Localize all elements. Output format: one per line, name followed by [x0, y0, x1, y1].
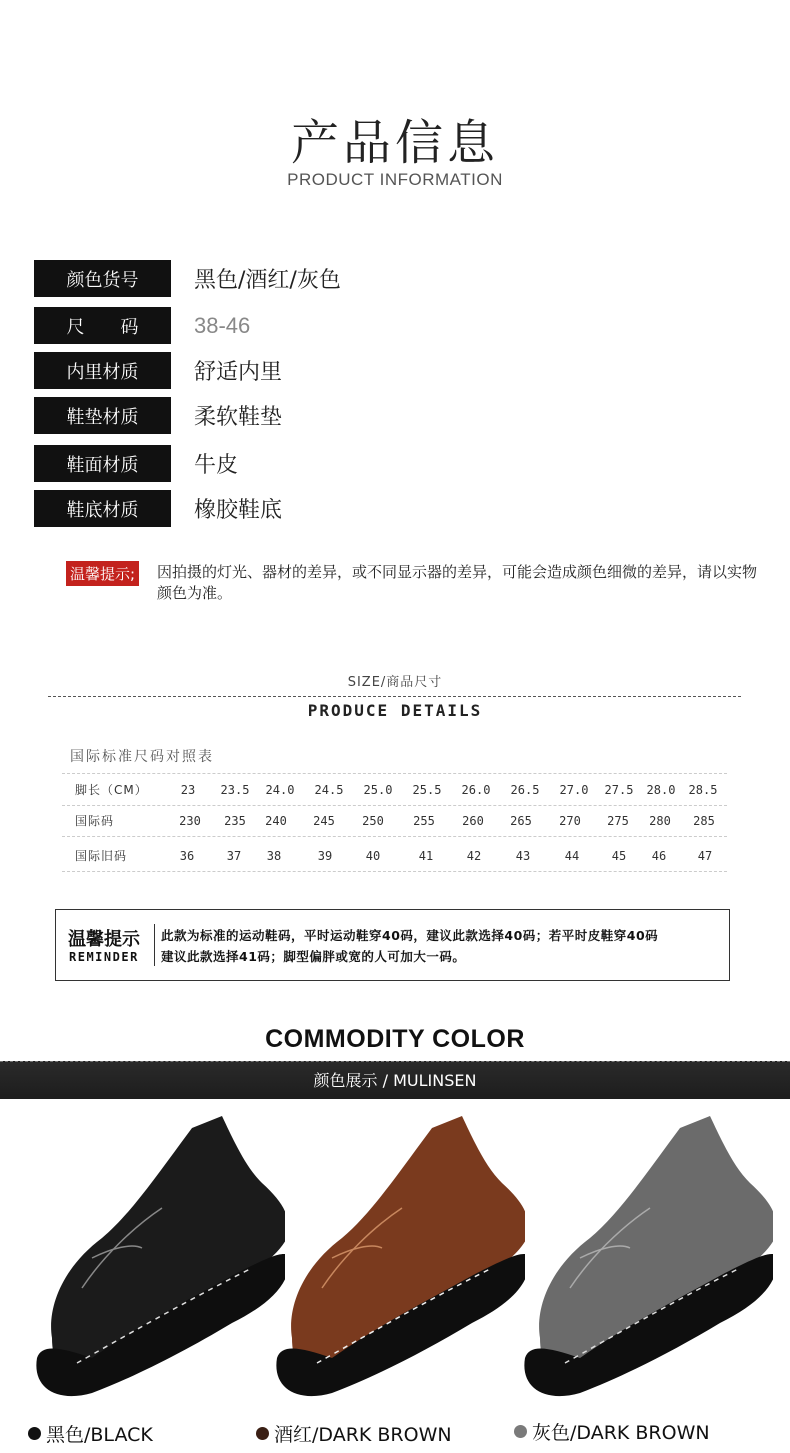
table-cell: 39: [317, 849, 333, 863]
table-cell: 26.5: [510, 783, 540, 797]
color-dot-icon: [514, 1425, 527, 1438]
table-cell: 28.5: [688, 783, 718, 797]
reminder-text: [161, 925, 726, 967]
commodity-color-title: COMMODITY COLOR: [265, 1025, 525, 1053]
page-subtitle: PRODUCT INFORMATION: [287, 170, 503, 189]
table-cell: 24.0: [265, 783, 295, 797]
info-label-upper: 鞋面材质: [34, 445, 171, 482]
size-table-title: 国际标准尺码对照表: [70, 749, 214, 765]
table-cell: 41: [418, 849, 434, 863]
info-value-size: 38-46: [194, 312, 251, 338]
brown-shoe-icon: [262, 1108, 525, 1408]
row-header: 脚长（CM）: [75, 783, 148, 797]
table-cell: 36: [179, 849, 195, 863]
table-cell: 235: [224, 814, 246, 828]
color-caption-gray: [514, 1418, 710, 1445]
black-shoe-icon: [22, 1108, 285, 1408]
table-cell: 37: [226, 849, 242, 863]
table-cell: 43: [515, 849, 531, 863]
row-header: 国际码: [75, 814, 115, 828]
table-cell: 28.0: [646, 783, 676, 797]
table-cell: 25.5: [412, 783, 442, 797]
table-cell: 280: [649, 814, 671, 828]
produce-details-heading: PRODUCE DETAILS: [307, 701, 483, 720]
table-cell: 265: [510, 814, 532, 828]
tip-text: 因拍摄的灯光、器材的差异，或不同显示器的差异，可能会造成颜色细微的差异，请以实物颜色为准。: [157, 563, 758, 602]
table-cell: 44: [564, 849, 580, 863]
info-label-size: 尺 码: [34, 307, 171, 344]
info-value-sole: 橡胶鞋底: [194, 498, 283, 523]
table-cell: 27.5: [604, 783, 634, 797]
table-cell: 47: [697, 849, 713, 863]
color-label: 酒红/DARK BROWN: [274, 1424, 452, 1446]
color-dot-icon: [28, 1427, 41, 1440]
table-cell: 285: [693, 814, 715, 828]
row-header: 国际旧码: [75, 849, 128, 863]
table-cell: 23: [180, 783, 196, 797]
color-label: 黑色/BLACK: [46, 1424, 153, 1446]
info-value-color: 黑色/酒红/灰色: [194, 268, 341, 293]
color-dot-icon: [256, 1427, 269, 1440]
table-top-border: [62, 773, 727, 774]
color-display-bar: 颜色展示 / MULINSEN: [0, 1061, 790, 1099]
table-cell: 250: [362, 814, 384, 828]
size-heading: SIZE/商品尺寸: [347, 675, 443, 690]
table-cell: 260: [462, 814, 484, 828]
gray-shoe-icon: [510, 1108, 773, 1408]
tip-badge: 温馨提示;: [66, 561, 139, 586]
info-value-insole: 柔软鞋垫: [194, 405, 283, 430]
info-label-color: 颜色货号: [34, 260, 171, 297]
info-label-sole: 鞋底材质: [34, 490, 171, 527]
table-cell: 46: [651, 849, 667, 863]
table-cell: 40: [365, 849, 381, 863]
page-title: 产品信息: [290, 115, 499, 171]
dashed-divider: [48, 696, 741, 697]
table-cell: 245: [313, 814, 335, 828]
table-cell: 38: [266, 849, 282, 863]
color-label: 灰色/DARK BROWN: [532, 1422, 710, 1444]
table-cell: 270: [559, 814, 581, 828]
table-cell: 240: [265, 814, 287, 828]
reminder-title-en: REMINDER: [69, 950, 139, 964]
table-cell: 275: [607, 814, 629, 828]
table-cell: 230: [179, 814, 201, 828]
reminder-line-2: 建议此款选择41码；脚型偏胖或宽的人可加大一码。: [161, 949, 466, 964]
table-cell: 23.5: [220, 783, 250, 797]
color-caption-black: [28, 1420, 153, 1447]
table-row-old-size: [62, 841, 727, 872]
reminder-title: 温馨提示: [68, 929, 140, 950]
table-cell: 255: [413, 814, 435, 828]
info-label-lining: 内里材质: [34, 352, 171, 389]
info-value-lining: 舒适内里: [194, 360, 283, 385]
table-cell: 26.0: [461, 783, 491, 797]
table-cell: 25.0: [363, 783, 393, 797]
reminder-divider: [154, 924, 155, 966]
table-cell: 27.0: [559, 783, 589, 797]
color-caption-brown: [256, 1420, 452, 1447]
table-row-foot-length: [62, 775, 727, 806]
table-cell: 45: [611, 849, 627, 863]
table-row-intl-size: [62, 806, 727, 837]
table-cell: 24.5: [314, 783, 344, 797]
info-value-upper: 牛皮: [194, 453, 239, 478]
reminder-line-1: 此款为标准的运动鞋码，平时运动鞋穿40码，建议此款选择40码；若平时皮鞋穿40码: [161, 928, 659, 943]
info-label-insole: 鞋垫材质: [34, 397, 171, 434]
table-cell: 42: [466, 849, 482, 863]
